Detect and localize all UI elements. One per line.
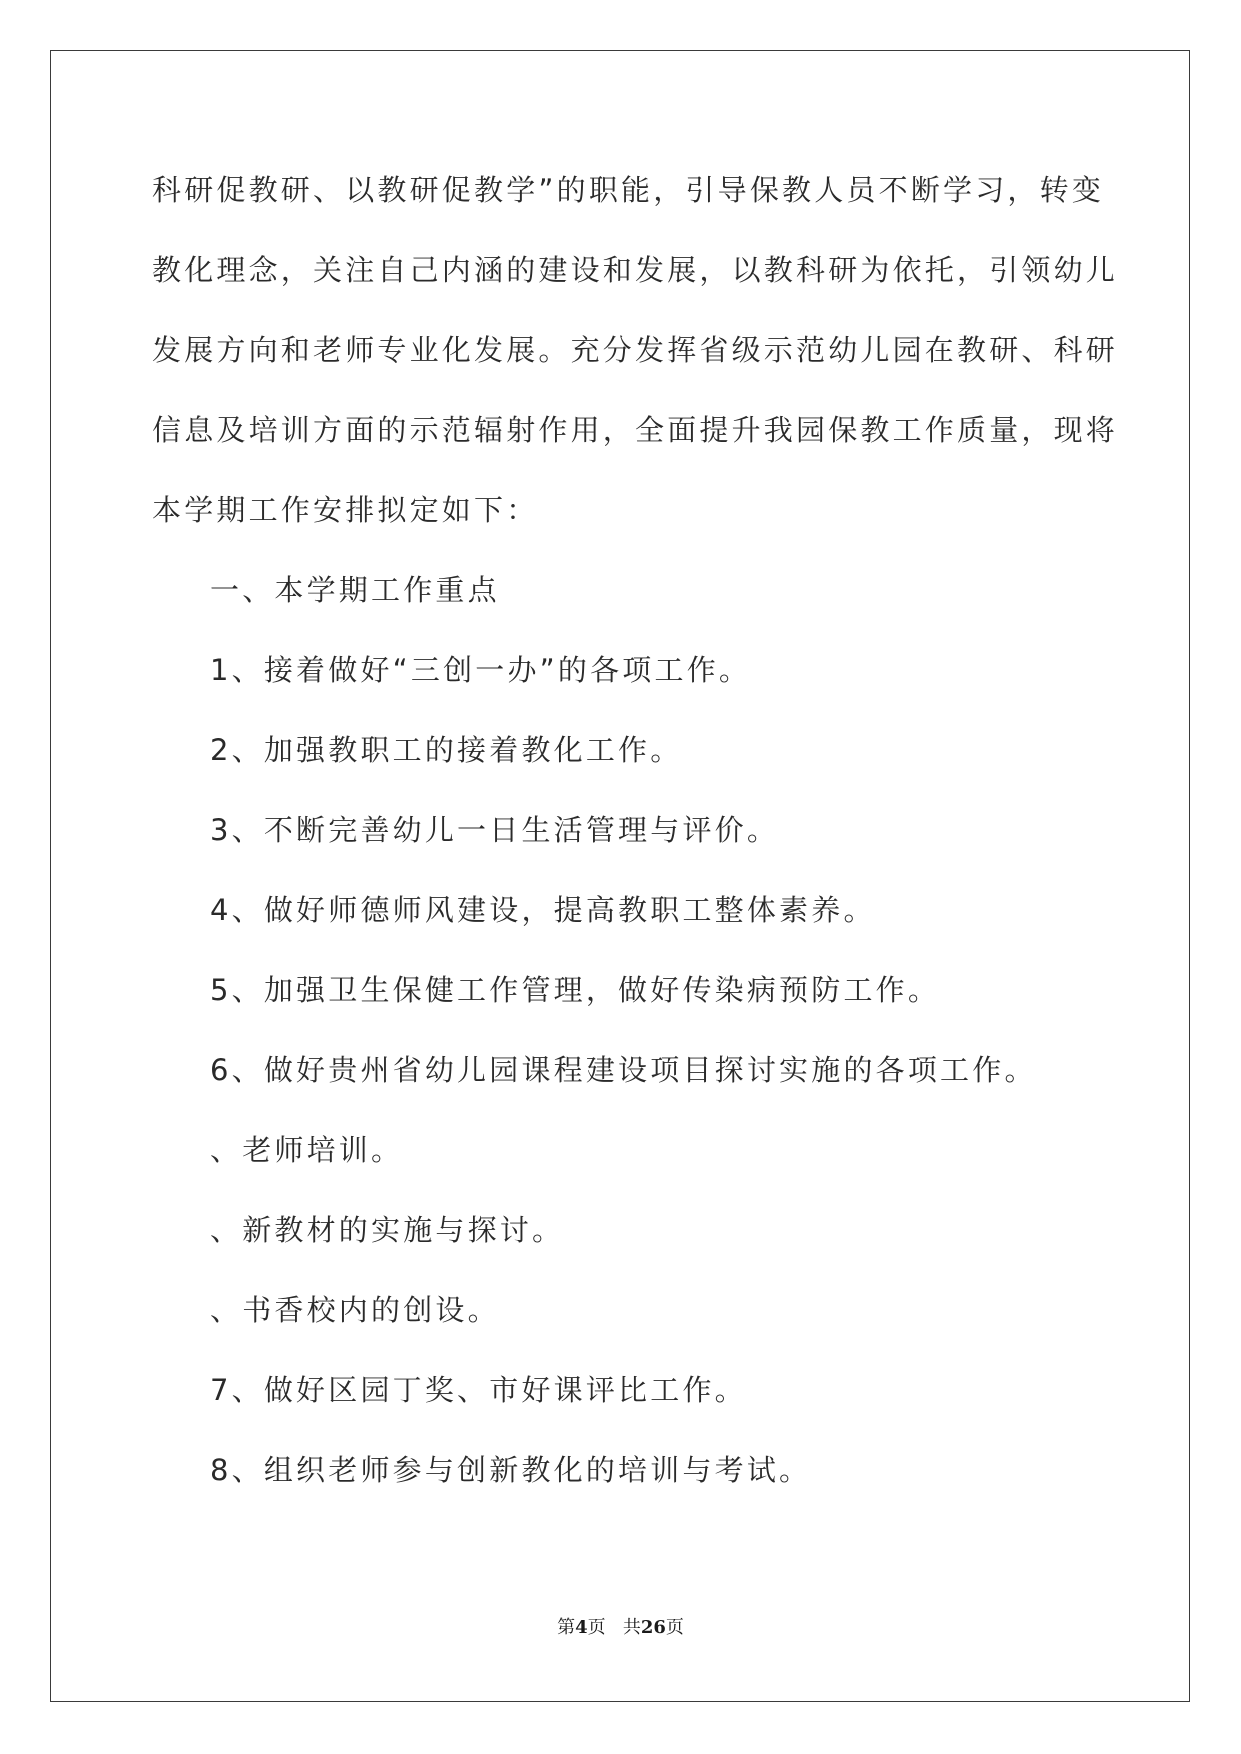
paragraph-line: 信息及培训方面的示范辐射作用，全面提升我园保教工作质量，现将: [152, 413, 1119, 447]
section-heading: 一、本学期工作重点: [210, 573, 500, 607]
list-item: 2、加强教职工的接着教化工作。: [210, 733, 683, 767]
sub-list-item: 、新教材的实施与探讨。: [210, 1213, 565, 1247]
list-item: 7、做好区园丁奖、市好课评比工作。: [210, 1373, 747, 1407]
paragraph-line: 本学期工作安排拟定如下：: [152, 493, 539, 527]
list-item: 1、接着做好“三创一办”的各项工作。: [210, 653, 752, 687]
footer-total-unit: 页: [665, 1617, 684, 1638]
sub-list-item: 、书香校内的创设。: [210, 1293, 500, 1327]
footer-prefix: 第: [557, 1617, 576, 1638]
page-footer: [0, 1613, 1241, 1639]
paragraph-line: 发展方向和老师专业化发展。充分发挥省级示范幼儿园在教研、科研: [152, 333, 1119, 367]
list-item: 8、组织老师参与创新教化的培训与考试。: [210, 1453, 812, 1487]
paragraph-line: 教化理念，关注自己内涵的建设和发展，以教科研为依托，引领幼儿: [152, 253, 1119, 287]
total-pages-number: 26: [640, 1617, 666, 1638]
current-page-number: 4: [575, 1617, 588, 1638]
sub-list-item: 、老师培训。: [210, 1133, 404, 1167]
list-item: 3、不断完善幼儿一日生活管理与评价。: [210, 813, 780, 847]
document-body: [152, 160, 1119, 1520]
paragraph-line: 科研促教研、以教研促教学”的职能，引导保教人员不断学习，转变: [152, 173, 1105, 207]
footer-total-prefix: 共: [622, 1617, 641, 1638]
list-item: 6、做好贵州省幼儿园课程建设项目探讨实施的各项工作。: [210, 1053, 1037, 1087]
list-item: 4、做好师德师风建设，提高教职工整体素养。: [210, 893, 876, 927]
list-item: 5、加强卫生保健工作管理，做好传染病预防工作。: [210, 973, 941, 1007]
footer-page-unit: 页: [587, 1617, 606, 1638]
